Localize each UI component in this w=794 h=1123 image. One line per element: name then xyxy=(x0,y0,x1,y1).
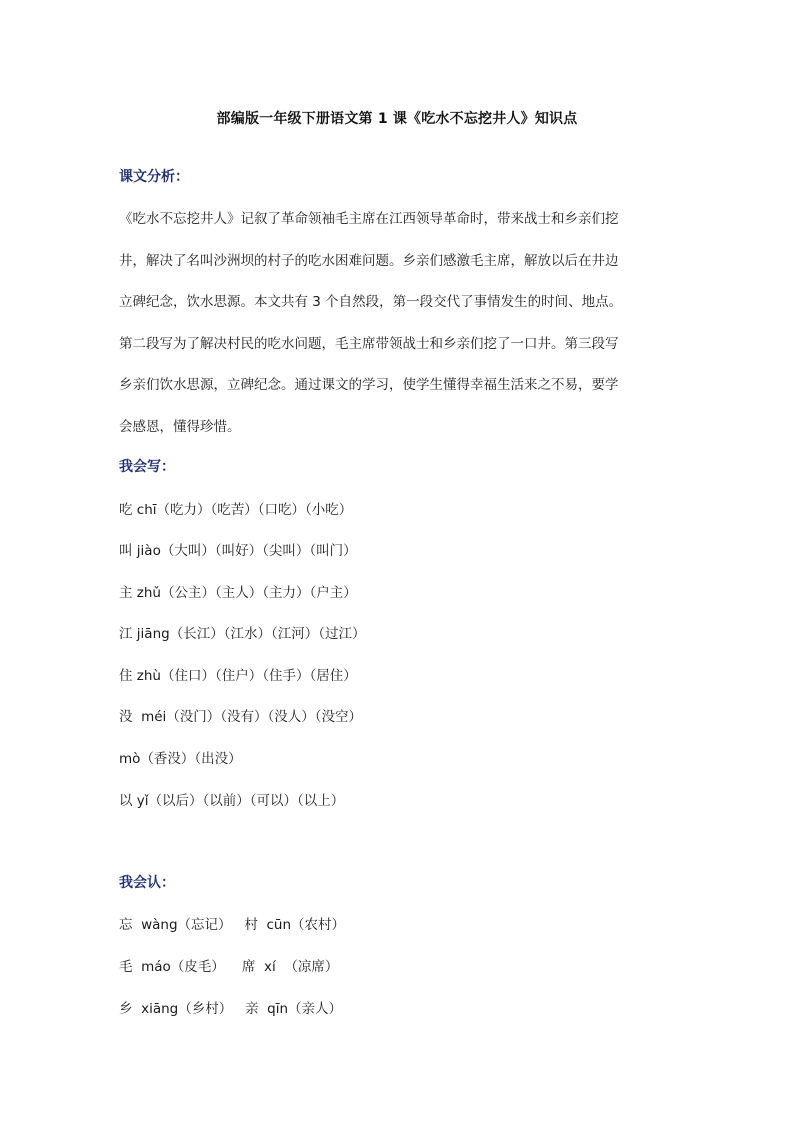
analysis-line: 乡亲们饮水思源，立碑纪念。通过课文的学习，使学生懂得幸福生活来之不易，要学 xyxy=(119,377,619,393)
recognize-item: 忘 wàng（忘记） 村 cūn（农村） xyxy=(119,917,346,933)
write-item: mò（香没）（出没） xyxy=(119,751,242,767)
analysis-line: 第二段写为了解决村民的吃水问题，毛主席带领战士和乡亲们挖了一口井。第三段写 xyxy=(119,336,619,352)
recognize-item: 毛 máo（皮毛） 席 xí （凉席） xyxy=(119,959,339,975)
write-item: 叫 jiào（大叫）（叫好）（尖叫）（叫门） xyxy=(119,543,357,559)
recognize-item: 乡 xiāng（乡村） 亲 qīn（亲人） xyxy=(119,1001,343,1017)
analysis-line: 井，解决了名叫沙洲坝的村子的吃水困难问题。乡亲们感激毛主席，解放以后在井边 xyxy=(119,253,619,269)
write-item: 住 zhù（住口）（住户）（住手）（居住） xyxy=(119,668,357,684)
write-item: 没 méi（没门）（没有）（没人）（没空） xyxy=(119,709,363,725)
recognize-heading: 我会认： xyxy=(119,875,175,891)
write-item: 吃 chī（吃力）（吃苦）（口吃）（小吃） xyxy=(119,502,353,518)
write-item: 主 zhǔ（公主）（主人）（主力）（户主） xyxy=(119,585,357,601)
write-item: 江 jiāng（长江）（江水）（江河）（过江） xyxy=(119,626,366,642)
page-title: 部编版一年级下册语文第 1 课《吃水不忘挖井人》知识点 xyxy=(216,111,578,127)
analysis-line: 立碑纪念，饮水思源。本文共有 3 个自然段，第一段交代了事情发生的时间、地点。 xyxy=(119,294,623,310)
write-heading: 我会写： xyxy=(119,459,175,475)
analysis-line: 《吃水不忘挖井人》记叙了革命领袖毛主席在江西领导革命时，带来战士和乡亲们挖 xyxy=(119,211,619,227)
analysis-line: 会感恩，懂得珍惜。 xyxy=(119,419,241,435)
analysis-heading: 课文分析： xyxy=(119,169,189,185)
write-item: 以 yǐ（以后）（以前）（可以）（以上） xyxy=(119,793,345,809)
